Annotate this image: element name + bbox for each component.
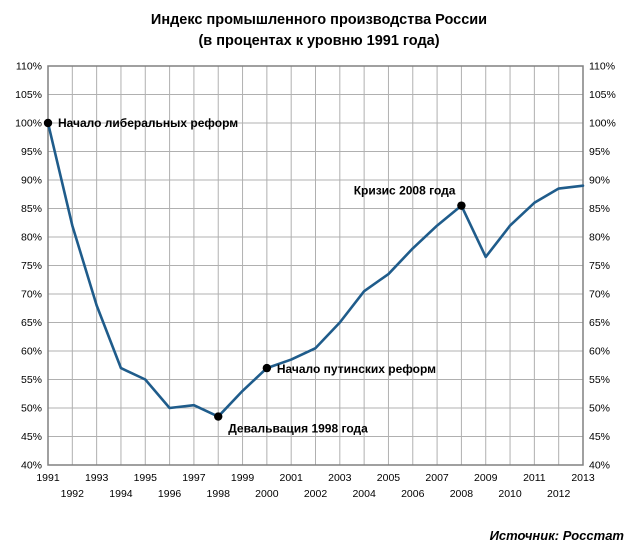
x-axis-tick-label: 2011 <box>523 472 546 484</box>
y-axis-tick-label-right: 75% <box>589 260 611 272</box>
x-axis-tick-label: 2013 <box>571 472 595 484</box>
y-axis-tick-label-left: 65% <box>20 317 42 329</box>
x-axis-tick-label: 2007 <box>425 472 449 484</box>
y-axis-tick-label-left: 110% <box>15 60 42 73</box>
y-axis-tick-label-right: 60% <box>589 345 611 358</box>
source-label: Источник: Росстат <box>489 528 624 543</box>
chart-title-line-1: Индекс промышленного производства России <box>150 12 488 28</box>
y-axis-tick-label-right: 50% <box>589 402 611 415</box>
annotation-marker <box>457 201 465 209</box>
x-axis-tick-label: 2005 <box>376 472 401 484</box>
x-axis-tick-label: 1992 <box>60 488 84 500</box>
x-axis-tick-label: 2001 <box>279 472 303 484</box>
y-axis-tick-label-left: 95% <box>20 146 42 158</box>
y-axis-tick-label-left: 75% <box>20 260 42 272</box>
y-axis-tick-label-right: 95% <box>589 146 611 158</box>
x-axis-tick-label: 2002 <box>303 488 328 500</box>
y-axis-tick-label-left: 70% <box>20 288 42 301</box>
x-axis-tick-label: 2003 <box>328 472 352 484</box>
chart-title-line-2: (в процентах к уровню 1991 года) <box>198 33 440 49</box>
y-axis-tick-label-right: 70% <box>589 288 611 301</box>
y-axis-tick-label-right: 55% <box>589 374 611 386</box>
x-axis-tick-label: 2009 <box>474 472 498 484</box>
x-axis-tick-label: 1996 <box>157 488 182 500</box>
annotation-label: Кризис 2008 года <box>353 183 456 198</box>
y-axis-tick-label-left: 90% <box>20 174 42 187</box>
x-axis-tick-label: 2008 <box>449 488 474 500</box>
x-axis-tick-label: 1999 <box>230 472 255 484</box>
x-axis-tick-label: 2000 <box>255 488 279 500</box>
x-axis-tick-label: 1998 <box>206 488 230 500</box>
y-axis-tick-label-right: 40% <box>589 459 611 472</box>
y-axis-tick-label-right: 90% <box>589 174 611 187</box>
y-axis-tick-label-right: 105% <box>589 89 616 101</box>
y-axis-tick-label-left: 105% <box>15 89 42 101</box>
y-axis-tick-label-right: 85% <box>589 203 611 215</box>
y-axis-tick-label-left: 60% <box>20 345 42 358</box>
y-axis-tick-label-left: 80% <box>20 231 42 244</box>
annotation-marker <box>263 364 271 372</box>
y-axis-tick-label-right: 45% <box>589 431 611 443</box>
annotation-label: Девальвация 1998 года <box>228 421 368 436</box>
y-axis-tick-label-right: 80% <box>589 231 611 244</box>
annotation-label: Начало путинских реформ <box>276 362 437 377</box>
x-axis-tick-label: 2006 <box>401 488 425 500</box>
y-axis-tick-label-left: 40% <box>20 459 42 472</box>
y-axis-tick-label-right: 110% <box>589 60 616 73</box>
x-axis-tick-label: 1994 <box>109 488 133 500</box>
y-axis-tick-label-left: 50% <box>20 402 42 415</box>
x-axis-tick-label: 1997 <box>182 472 206 484</box>
y-axis-tick-label-left: 55% <box>20 374 42 386</box>
y-axis-tick-label-left: 85% <box>20 203 42 215</box>
y-axis-tick-label-right: 65% <box>589 317 611 329</box>
annotation-label: Начало либеральных реформ <box>58 116 239 130</box>
x-axis-tick-label: 1993 <box>84 472 109 484</box>
x-axis-tick-label: 1995 <box>133 472 157 484</box>
x-axis-tick-label: 2004 <box>352 488 376 500</box>
x-axis-tick-label: 2012 <box>547 488 571 500</box>
annotation-marker <box>214 412 222 420</box>
annotation-marker <box>44 119 52 127</box>
x-axis-tick-label: 2010 <box>498 488 522 500</box>
x-axis-tick-label: 1991 <box>36 472 60 484</box>
y-axis-tick-label-left: 45% <box>20 431 42 443</box>
y-axis-tick-label-left: 100% <box>15 117 42 130</box>
y-axis-tick-label-right: 100% <box>589 117 616 130</box>
